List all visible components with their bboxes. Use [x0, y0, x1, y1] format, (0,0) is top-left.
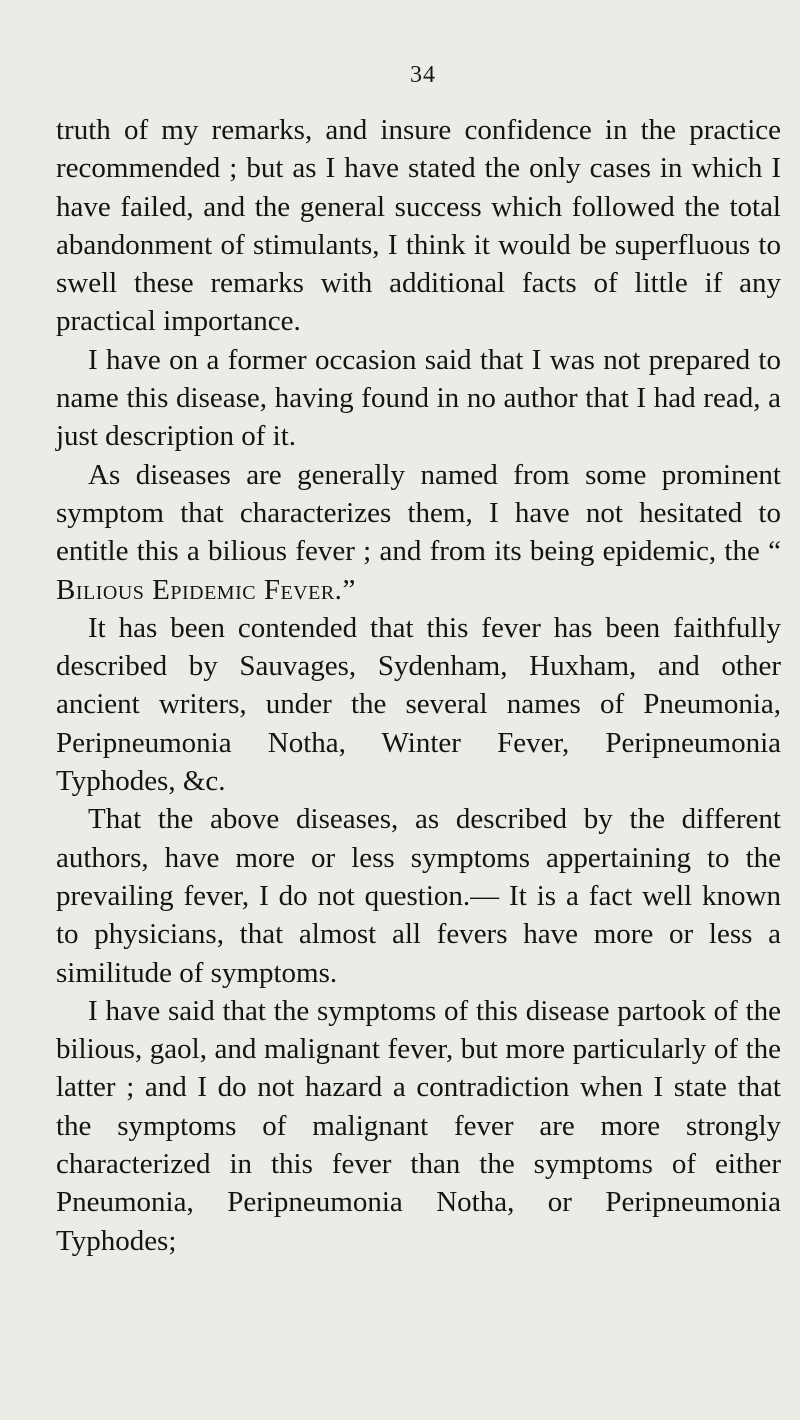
paragraph-3 [56, 456, 781, 609]
paragraph-2: I have on a former occasion said that I was not prepared to name this disease, having found in no author that I had read, a just description of it. [56, 343, 781, 453]
page-number: 34 [410, 62, 436, 88]
fever-name: Bilious Epidemic Fever. [56, 573, 343, 606]
paragraph-6: I have said that the symptoms of this disease partook of the bilious, gaol, and malignant fever, but more particularly of the latter ; and I do not hazard a contradiction when I state that the symptoms of malignant fever are more strongly characterized in this fever than the symptoms of either Pneumonia, Peripneumonia Notha, or Peripneumonia Typhodes; [56, 994, 781, 1257]
paragraph-3-text: As diseases are generally named from some prominent symptom that characterizes them, I have not hesitated to entitle this a bilious fever ; and from its being epidemic, the “ [56, 458, 781, 568]
closing-quote: ” [342, 573, 356, 606]
body-text [56, 111, 781, 1260]
paragraph-5: That the above diseases, as described by the different authors, have more or less symptoms appertaining to the prevailing fever, I do not question.— It is a fact well known to physicians, that almost all fevers have more or less a similitude of symptoms. [56, 803, 781, 989]
paragraph-1: truth of my remarks, and insure confidence in the practice recommended ; but as I have stated the only cases in which I have failed, and the general success which followed the total abandonment of stimulants, I think it would be superfluous to swell these remarks with additional facts of little if any practical importance. [56, 114, 781, 338]
paragraph-4: It has been contended that this fever has been faithfully described by Sauvages, Sydenham, Huxham, and other ancient writers, under the several names of Pneumonia, Peripneumonia Notha, Winter Fever, Peripneumonia Typhodes, &c. [56, 611, 781, 798]
